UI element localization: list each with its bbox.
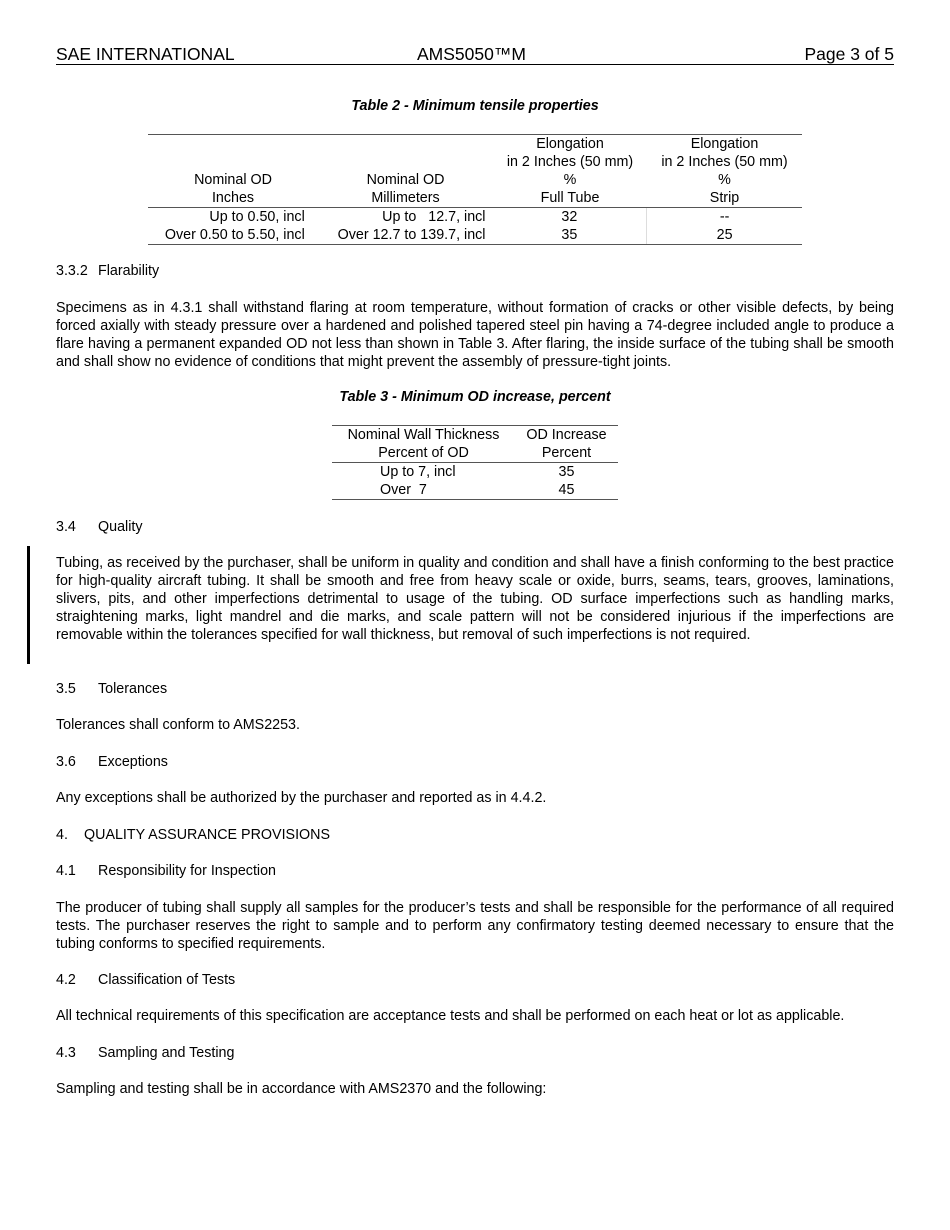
table-cell: 35 [558,464,575,480]
header-page-number: Page 3 of 5 [804,44,894,64]
section-3-6-text: Any exceptions shall be authorized by the purchaser and reported as in 4.4.2. [56,790,547,806]
table3-od-increase [332,425,618,500]
document-page [56,0,894,1230]
table-cell: 45 [558,482,575,498]
section-heading-3-6: 3.6 Exceptions [56,754,168,770]
table-row [148,226,802,244]
table3-header-row [332,426,618,463]
section-heading-4: 4. QUALITY ASSURANCE PROVISIONS [56,827,331,843]
table-cell: 32 [492,208,647,226]
table2-caption: Table 2 - Minimum tensile properties [351,98,599,114]
section-heading-3-3-2: 3.3.2 Flarability [56,263,160,279]
table2-header-cell: Nominal OD Inches [194,172,272,206]
section-3-3-2-text: Specimens as in 4.3.1 shall withstand flaring at room temperature, without formation of cracks or other visible defects, by being forced axially with steady pressure over a hardened and polished tapered steel pin having a 74-degree included angle to produce a flare having a permanent expanded OD not less than shown in Table 3. After flaring, the inside surface of the tubing shall be smooth and shall show no evidence of conditions that might prevent the assembly of pressure-tight joints. [56,300,894,370]
section-heading-4-1: 4.1 Responsibility for Inspection [56,863,277,879]
header-doc-id: AMS5050™M [417,44,526,64]
table-cell: 35 [492,226,647,244]
section-4-1-text: The producer of tubing shall supply all samples for the producer’s tests and shall be responsible for the performance of all required tests. The purchaser reserves the right to sample and to perform any confirmatory testing deemed necessary to ensure that the tubing conforms to specified requirements. [56,900,894,952]
table-cell: Up to 7, incl [380,464,456,480]
section-3-4-text: Tubing, as received by the purchaser, shall be uniform in quality and condition and shall have a finish conforming to the best practice for high-quality aircraft tubing. It shall be smooth and free from heavy scale or oxide, burrs, seams, tears, grooves, laminations, slivers, pits, and other imperfections detrimental to usage of the tubing. OD surface imperfections such as handling marks, straightening marks, light mandrel and die marks, and scale pattern will not be considered injurious if the imperfections are removable within the tolerances specified for wall thickness, but removal of such imperfections is not required. [56,555,894,643]
section-3-5-text: Tolerances shall conform to AMS2253. [56,717,300,733]
table2-header-cell: Nominal OD Millimeters [366,172,445,206]
section-heading-3-4: 3.4 Quality [56,519,143,535]
section-4-3-text: Sampling and testing shall be in accordance with AMS2370 and the following: [56,1081,547,1097]
table2-header-cell: Elongation in 2 Inches (50 mm) % Full Tube [506,136,634,206]
table-cell: Over 0.50 to 5.50, incl [164,227,305,243]
section-heading-3-5: 3.5 Tolerances [56,681,168,697]
table-cell: Over 7 [380,482,427,498]
page-header [56,44,894,65]
table-row [332,481,618,499]
table3-header-cell: OD Increase Percent [526,427,607,461]
table2-header-cell: Elongation in 2 Inches (50 mm) % Strip [661,136,788,206]
revision-change-bar [27,546,30,664]
table-cell: -- [719,209,730,225]
section-4-2-text: All technical requirements of this specification are acceptance tests and shall be performed on each heat or lot as applicable. [56,1008,845,1024]
table-row [148,208,802,226]
table-cell: Up to 0.50, incl [209,209,305,225]
section-heading-4-3: 4.3 Sampling and Testing [56,1045,235,1061]
table-row [332,463,618,481]
table2-tensile-properties [148,134,802,245]
header-org: SAE INTERNATIONAL [56,44,235,64]
table-cell: 25 [716,227,733,243]
table-cell: Over 12.7 to 139.7, incl [337,227,486,243]
table2-header-row [148,135,802,208]
table3-header-cell: Nominal Wall Thickness Percent of OD [347,427,500,461]
table-cell: Up to 12.7, incl [382,209,486,225]
table3-caption: Table 3 - Minimum OD increase, percent [339,389,611,405]
section-heading-4-2: 4.2 Classification of Tests [56,972,236,988]
